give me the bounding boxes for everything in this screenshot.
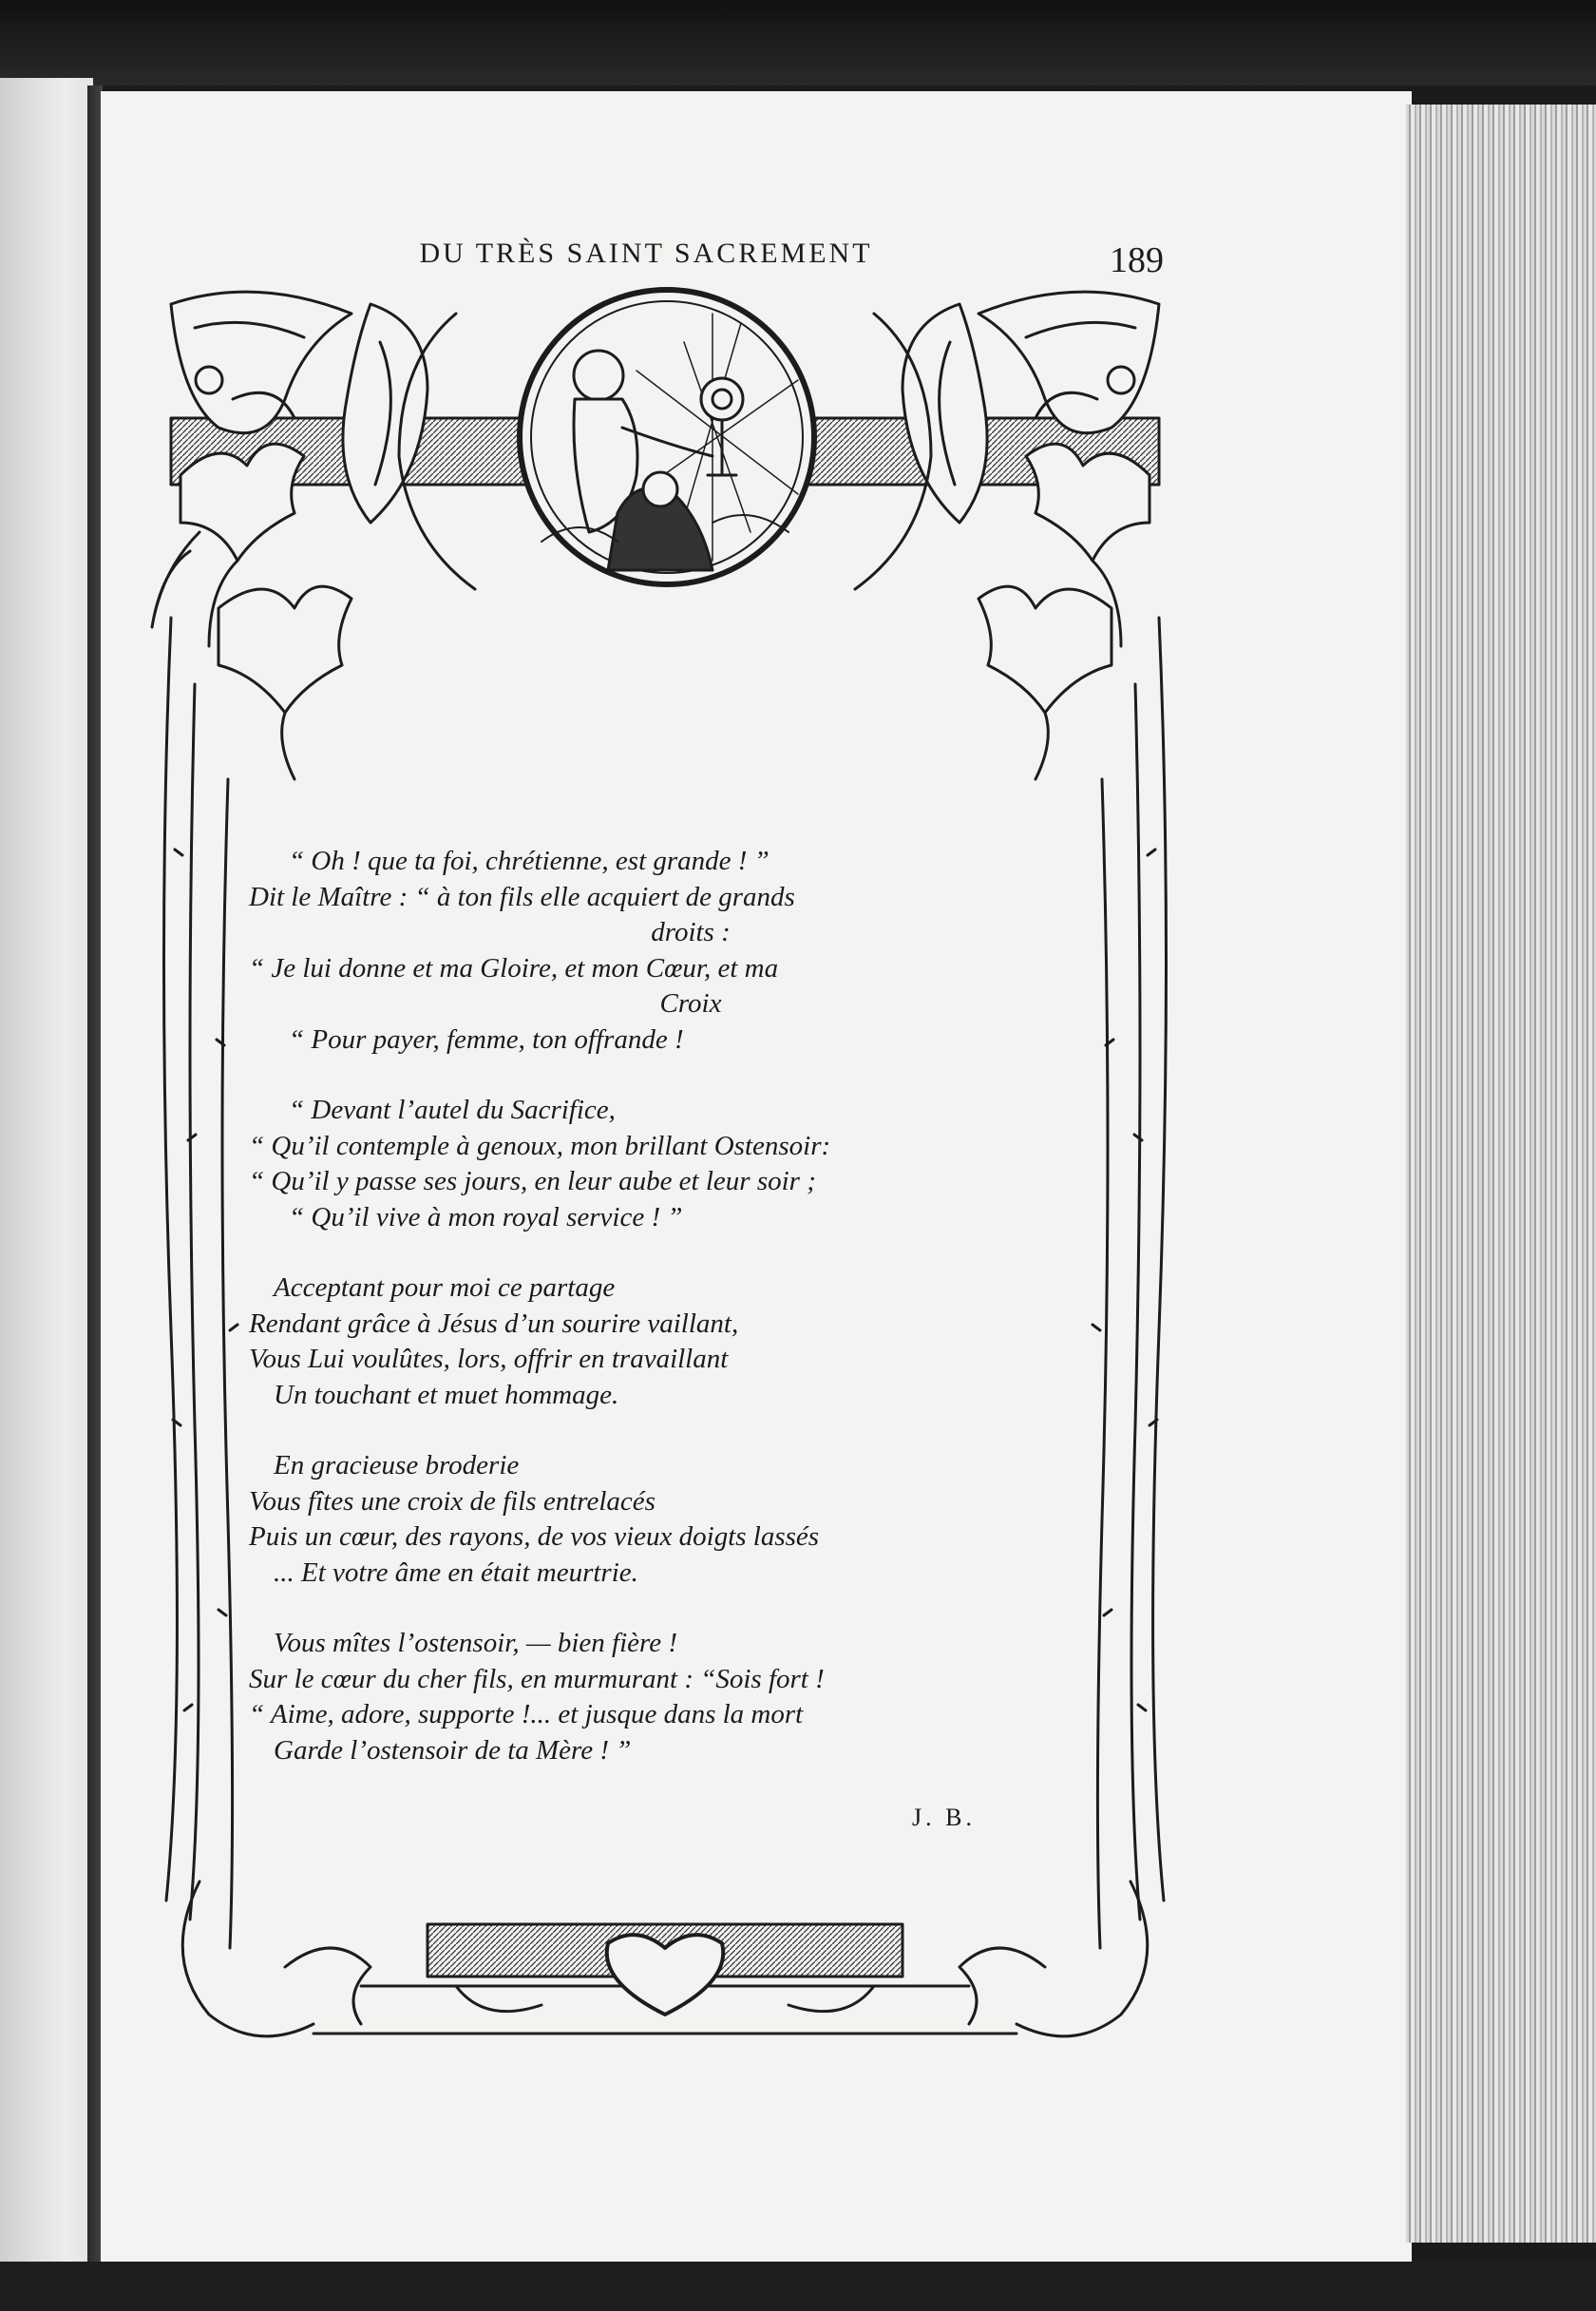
poem-line: ... Et votre âme en était meurtrie. xyxy=(274,1557,638,1588)
poem-body xyxy=(249,844,1066,1804)
poem-line: droits : xyxy=(651,917,731,947)
poem-line: Vous Lui voulûtes, lors, offrir en travaillant xyxy=(249,1344,729,1374)
running-head-title: DU TRÈS SAINT SACREMENT xyxy=(419,238,873,269)
poem-line: Un touchant et muet hommage. xyxy=(274,1379,619,1410)
poem-line: “ Qu’il y passe ses jours, en leur aube et leur soir ; xyxy=(249,1166,816,1196)
poem-line: Sur le cœur du cher fils, en murmurant : “Sois fort ! xyxy=(249,1663,825,1694)
poem-line: Acceptant pour moi ce partage xyxy=(274,1272,616,1303)
poem-stanza xyxy=(249,1093,1066,1235)
right-lily-flowers xyxy=(978,444,1150,779)
poem-stanza xyxy=(249,1626,1066,1768)
signature: J. B. xyxy=(912,1804,976,1831)
scan-background-bottom xyxy=(0,2262,1596,2311)
poem-line: Dit le Maître : “ à ton fils elle acquiert de grands xyxy=(249,881,795,912)
poem-line: Vous mîtes l’ostensoir, — bien fière ! xyxy=(274,1628,678,1658)
poem-line: “ Oh ! que ta foi, chrétienne, est grande ! ” xyxy=(289,846,770,876)
poem-line: Rendant grâce à Jésus d’un sourire vaillant, xyxy=(249,1308,739,1339)
poem-line: “ Qu’il contemple à genoux, mon brillant Ostensoir: xyxy=(249,1130,831,1161)
left-vertical-stem xyxy=(164,618,238,1948)
poem-stanza xyxy=(249,844,1066,1058)
poem-line: Vous fîtes une croix de fils entrelacés xyxy=(249,1485,656,1517)
right-vertical-stem xyxy=(1092,618,1167,1948)
poem-line: Garde l’ostensoir de ta Mère ! ” xyxy=(274,1734,632,1766)
poem-line: “ Aime, adore, supporte !... et jusque dans la mort xyxy=(249,1699,804,1729)
poem-line: “ Qu’il vive à mon royal service ! ” xyxy=(289,1201,683,1232)
poem-line: “ Pour payer, femme, ton offrande ! xyxy=(289,1023,684,1055)
left-lily-flowers xyxy=(152,444,352,779)
facing-page-edge xyxy=(0,78,93,2263)
poem-stanza xyxy=(249,1448,1066,1591)
scan-background-top xyxy=(0,0,1596,86)
poem-line: “ Je lui donne et ma Gloire, et mon Cœur, et ma xyxy=(249,952,779,984)
poem-line: Puis un cœur, des rayons, de vos vieux doigts lassés xyxy=(249,1521,820,1552)
poem-line: Croix xyxy=(659,988,722,1019)
bottom-ornament xyxy=(182,1881,1148,2036)
central-medallion xyxy=(520,290,814,584)
poem-line: En gracieuse broderie xyxy=(274,1450,520,1480)
poem-stanza xyxy=(249,1270,1066,1413)
poem-line: “ Devant l’autel du Sacrifice, xyxy=(289,1095,616,1125)
page-block-edges xyxy=(1406,105,1596,2243)
page-number: 189 xyxy=(1110,240,1164,280)
